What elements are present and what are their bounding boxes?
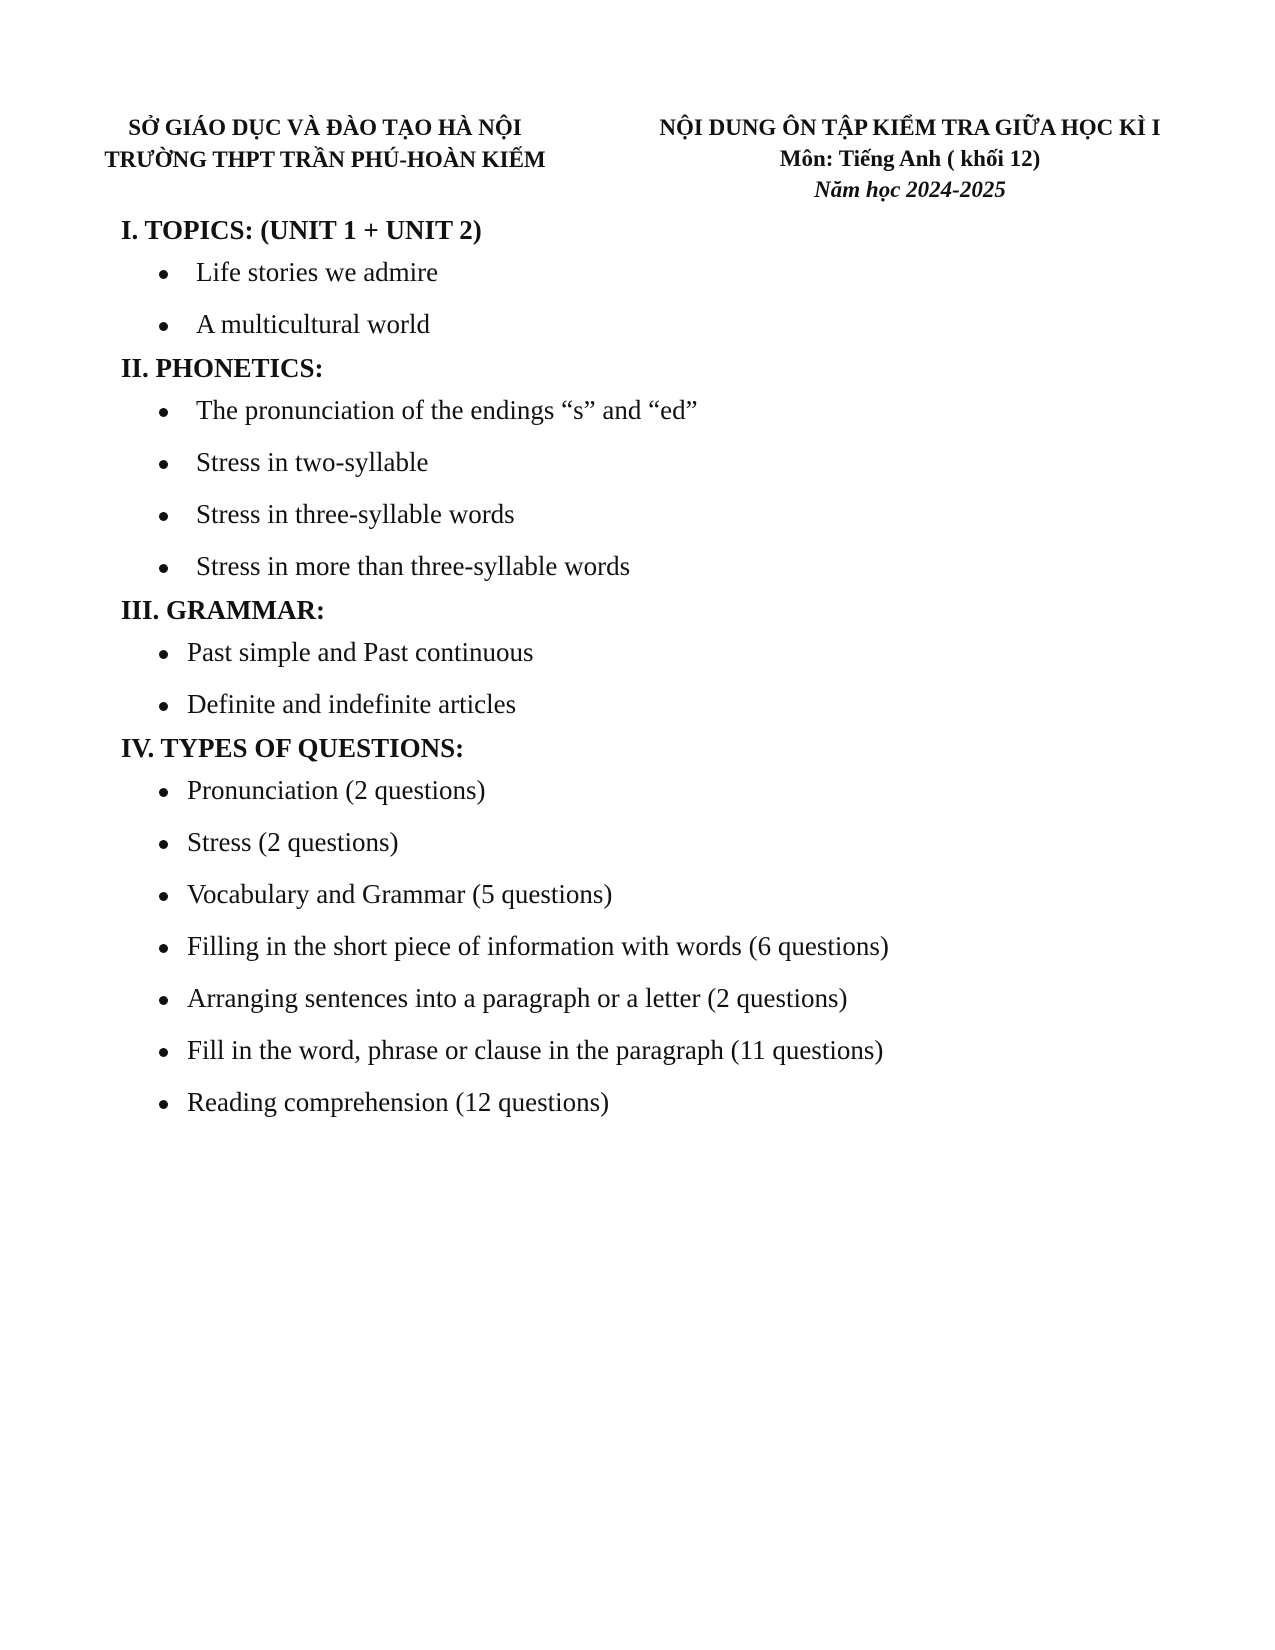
list-item-text: Stress (2 questions) [187, 827, 399, 857]
list-item-text: The pronunciation of the endings “s” and “ed” [196, 395, 698, 425]
phonetics-list [121, 385, 1221, 593]
section-heading: I. TOPICS: (UNIT 1 + UNIT 2) [121, 215, 482, 245]
section-heading: II. PHONETICS: [121, 353, 324, 383]
document-title: NỘI DUNG ÔN TẬP KIỂM TRA GIỮA HỌC KÌ I [659, 115, 1161, 140]
section-heading: IV. TYPES OF QUESTIONS: [121, 733, 465, 763]
grammar-list [121, 627, 1221, 731]
bullet-icon [159, 892, 168, 901]
bullet-icon [159, 1048, 168, 1057]
school-year: Năm học 2024-2025 [814, 177, 1006, 202]
list-item-text: Pronunciation (2 questions) [187, 775, 486, 805]
list-item-text: Arranging sentences into a paragraph or a letter (2 questions) [187, 983, 848, 1013]
list-item-text: Definite and indefinite articles [187, 689, 517, 719]
department-name: SỞ GIÁO DỤC VÀ ĐÀO TẠO HÀ NỘI [128, 115, 522, 140]
list-item-text: Vocabulary and Grammar (5 questions) [187, 879, 613, 909]
bullet-icon [159, 788, 168, 797]
list-item-text: Stress in three-syllable words [196, 499, 515, 529]
bullet-icon [159, 408, 168, 417]
topics-list [121, 247, 1221, 351]
list-item [121, 541, 1221, 593]
list-item [121, 869, 1221, 921]
bullet-icon [159, 996, 168, 1005]
school-name: TRƯỜNG THPT TRẦN PHÚ-HOÀN KIẾM [104, 147, 546, 172]
list-item [121, 679, 1221, 731]
list-item [121, 385, 1221, 437]
list-item-text: Stress in two-syllable [196, 447, 429, 477]
list-item [121, 299, 1221, 351]
list-item [121, 921, 1221, 973]
bullet-icon [159, 270, 168, 279]
list-item [121, 1077, 1221, 1129]
section-heading: III. GRAMMAR: [121, 595, 325, 625]
list-item-text: Fill in the word, phrase or clause in the paragraph (11 questions) [187, 1035, 884, 1065]
list-item-text: Reading comprehension (12 questions) [187, 1087, 610, 1117]
list-item-text: Filling in the short piece of information with words (6 questions) [187, 931, 889, 961]
list-item [121, 973, 1221, 1025]
list-item-text: Past simple and Past continuous [187, 637, 534, 667]
list-item [121, 437, 1221, 489]
list-item [121, 627, 1221, 679]
list-item-text: Life stories we admire [196, 257, 439, 287]
list-item-text: Stress in more than three-syllable words [196, 551, 631, 581]
list-item-text: A multicultural world [196, 309, 430, 339]
bullet-icon [159, 1100, 168, 1109]
bullet-icon [159, 702, 168, 711]
bullet-icon [159, 650, 168, 659]
document-header [620, 112, 1200, 205]
bullet-icon [159, 460, 168, 469]
bullet-icon [159, 840, 168, 849]
section-question-types [121, 731, 1221, 1129]
subject-line: Môn: Tiếng Anh ( khối 12) [779, 146, 1041, 171]
list-item [121, 489, 1221, 541]
bullet-icon [159, 564, 168, 573]
bullet-icon [159, 322, 168, 331]
section-grammar [121, 593, 1221, 731]
section-phonetics [121, 351, 1221, 593]
bullet-icon [159, 512, 168, 521]
section-topics [121, 213, 1221, 351]
list-item [121, 247, 1221, 299]
list-item [121, 817, 1221, 869]
review-content [121, 213, 1221, 1129]
list-item [121, 765, 1221, 817]
question-types-list [121, 765, 1221, 1129]
bullet-icon [159, 944, 168, 953]
list-item [121, 1025, 1221, 1077]
school-header [75, 112, 575, 176]
